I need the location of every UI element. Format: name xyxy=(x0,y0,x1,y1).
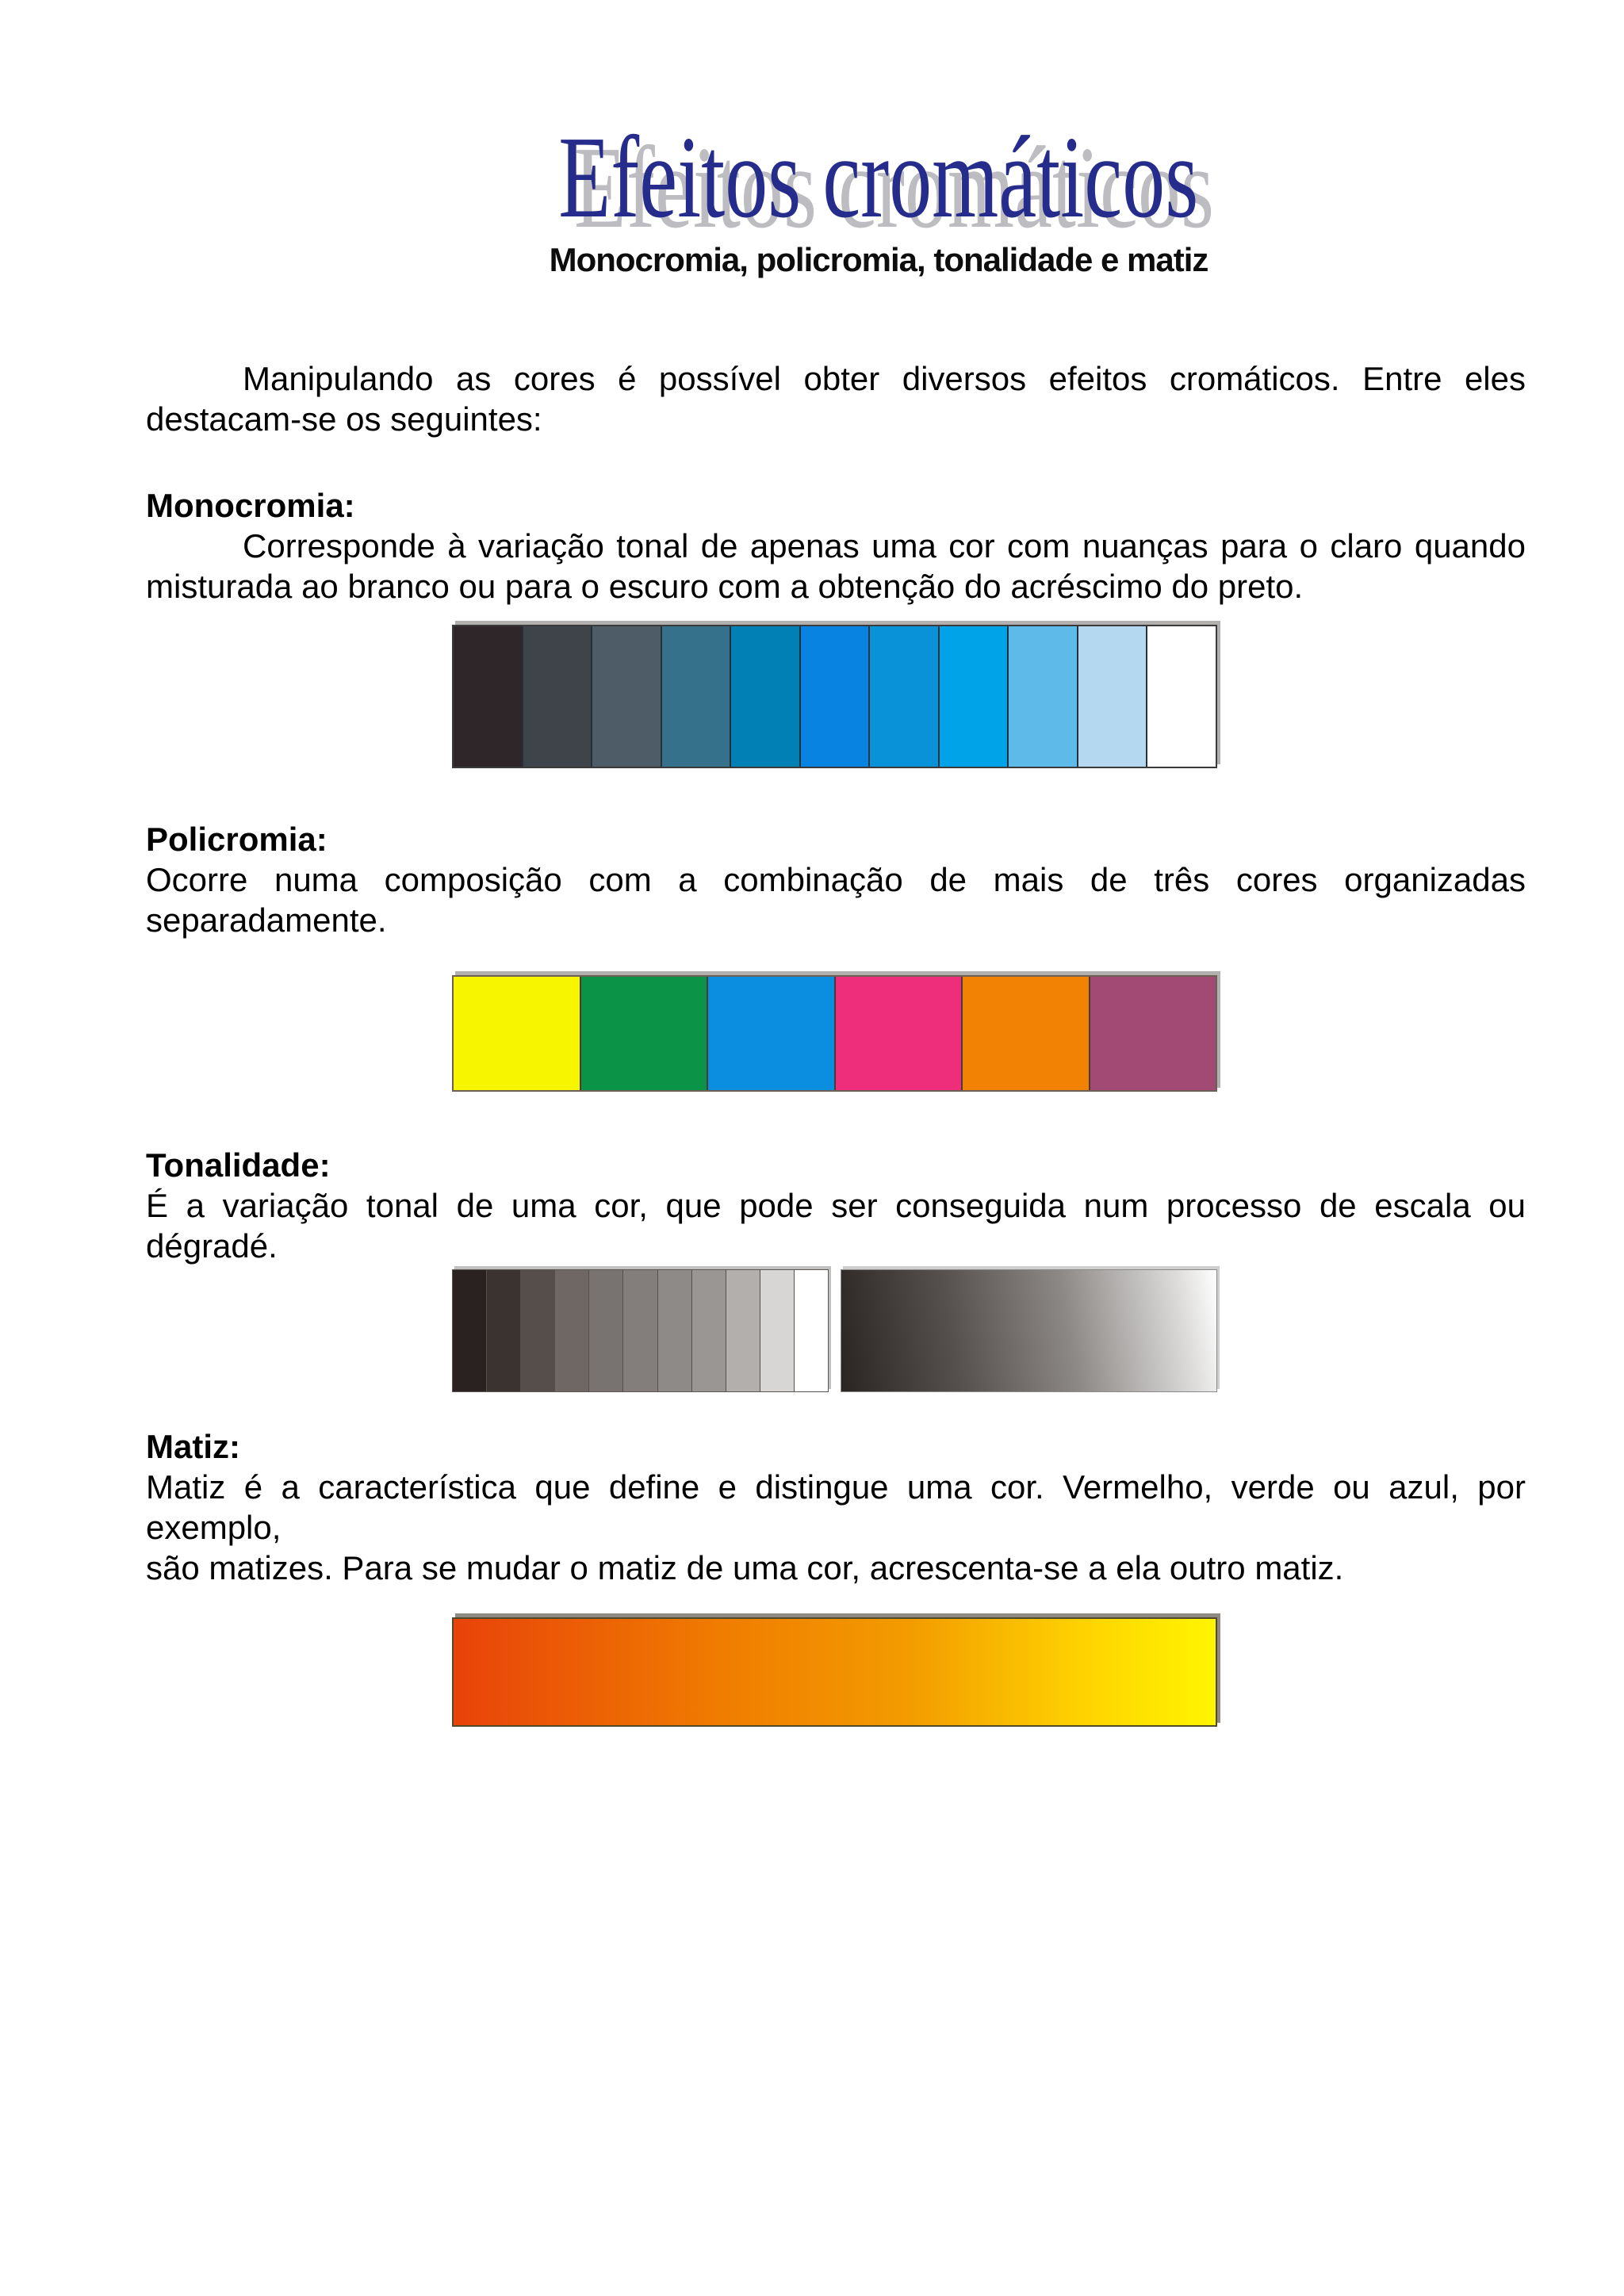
page-subtitle: Monocromia, policromia, tonalidade e matiz xyxy=(549,240,1208,278)
text-line: Matiz é a característica que define e distingue uma cor. Vermelho, verde ou azul, por exemplo, xyxy=(146,1468,1526,1546)
color-cell xyxy=(1146,626,1216,767)
page-title: Efeitos cromáticos xyxy=(558,113,1199,243)
document-body xyxy=(146,358,1526,1727)
matiz-paragraph xyxy=(146,1467,1526,1588)
color-cell xyxy=(622,1270,657,1391)
matiz-figure xyxy=(452,1617,1217,1727)
color-cell xyxy=(453,1270,486,1391)
matiz-heading: Matiz: xyxy=(146,1427,240,1465)
text-line: Ocorre numa composição com a combinação de mais de três cores organizadas xyxy=(146,860,1526,898)
color-cell xyxy=(868,626,938,767)
text-line: É a variação tonal de uma cor, que pode ser conseguida num processo de escala ou dégradé. xyxy=(146,1186,1526,1265)
color-cell xyxy=(454,977,580,1090)
gray-steps-bar xyxy=(452,1269,829,1392)
color-cell xyxy=(591,626,661,767)
document-header xyxy=(0,0,1624,279)
monocromia-heading: Monocromia: xyxy=(146,486,355,524)
color-cell xyxy=(1007,626,1077,767)
color-cell xyxy=(486,1270,520,1391)
color-cell xyxy=(661,626,730,767)
section-policromia xyxy=(146,819,1526,1092)
monocromia-figure xyxy=(452,625,1217,768)
text-line: são matizes. Para se mudar o matiz de uma cor, acrescenta-se a ela outro matiz. xyxy=(146,1548,1344,1586)
intro-paragraph xyxy=(146,358,1526,439)
color-cell xyxy=(454,626,522,767)
color-cell xyxy=(760,1270,794,1391)
page-title-row xyxy=(67,113,1624,243)
color-cell xyxy=(657,1270,691,1391)
orange-yellow-gradient-bar xyxy=(452,1617,1217,1727)
color-cell xyxy=(580,977,707,1090)
color-cell xyxy=(1077,626,1147,767)
gray-gradient-bar xyxy=(841,1269,1217,1392)
polychrome-swatch-bar xyxy=(452,975,1217,1092)
policromia-heading: Policromia: xyxy=(146,820,327,858)
monocromia-paragraph xyxy=(146,526,1526,607)
policromia-paragraph xyxy=(146,859,1526,940)
color-cell xyxy=(799,626,869,767)
text-line: destacam-se os seguintes: xyxy=(146,400,542,438)
header-inner xyxy=(67,113,1624,279)
text-line: Corresponde à variação tonal de apenas uma cor com nuanças para o claro quando xyxy=(243,526,1526,564)
monochrome-blue-scale-bar xyxy=(452,625,1217,768)
text-line: separadamente. xyxy=(146,901,387,939)
color-cell xyxy=(726,1270,760,1391)
policromia-figure xyxy=(452,975,1217,1092)
tonalidade-heading: Tonalidade: xyxy=(146,1146,331,1184)
tonalidade-paragraph xyxy=(146,1185,1526,1266)
color-cell xyxy=(938,626,1008,767)
color-cell xyxy=(588,1270,622,1391)
tonalidade-figure xyxy=(452,1269,1217,1392)
section-monocromia xyxy=(146,485,1526,768)
color-cell xyxy=(554,1270,588,1391)
text-line: Manipulando as cores é possível obter diversos efeitos cromáticos. Entre eles xyxy=(243,359,1526,397)
text-line: misturada ao branco ou para o escuro com a obtenção do acréscimo do preto. xyxy=(146,567,1304,605)
color-cell xyxy=(730,626,799,767)
color-cell xyxy=(794,1270,828,1391)
color-cell xyxy=(1089,977,1216,1090)
color-cell xyxy=(691,1270,726,1391)
color-cell xyxy=(961,977,1089,1090)
color-cell xyxy=(707,977,834,1090)
section-tonalidade xyxy=(146,1145,1526,1392)
color-cell xyxy=(520,1270,554,1391)
color-cell xyxy=(834,977,962,1090)
section-matiz xyxy=(146,1426,1526,1727)
color-cell xyxy=(522,626,592,767)
